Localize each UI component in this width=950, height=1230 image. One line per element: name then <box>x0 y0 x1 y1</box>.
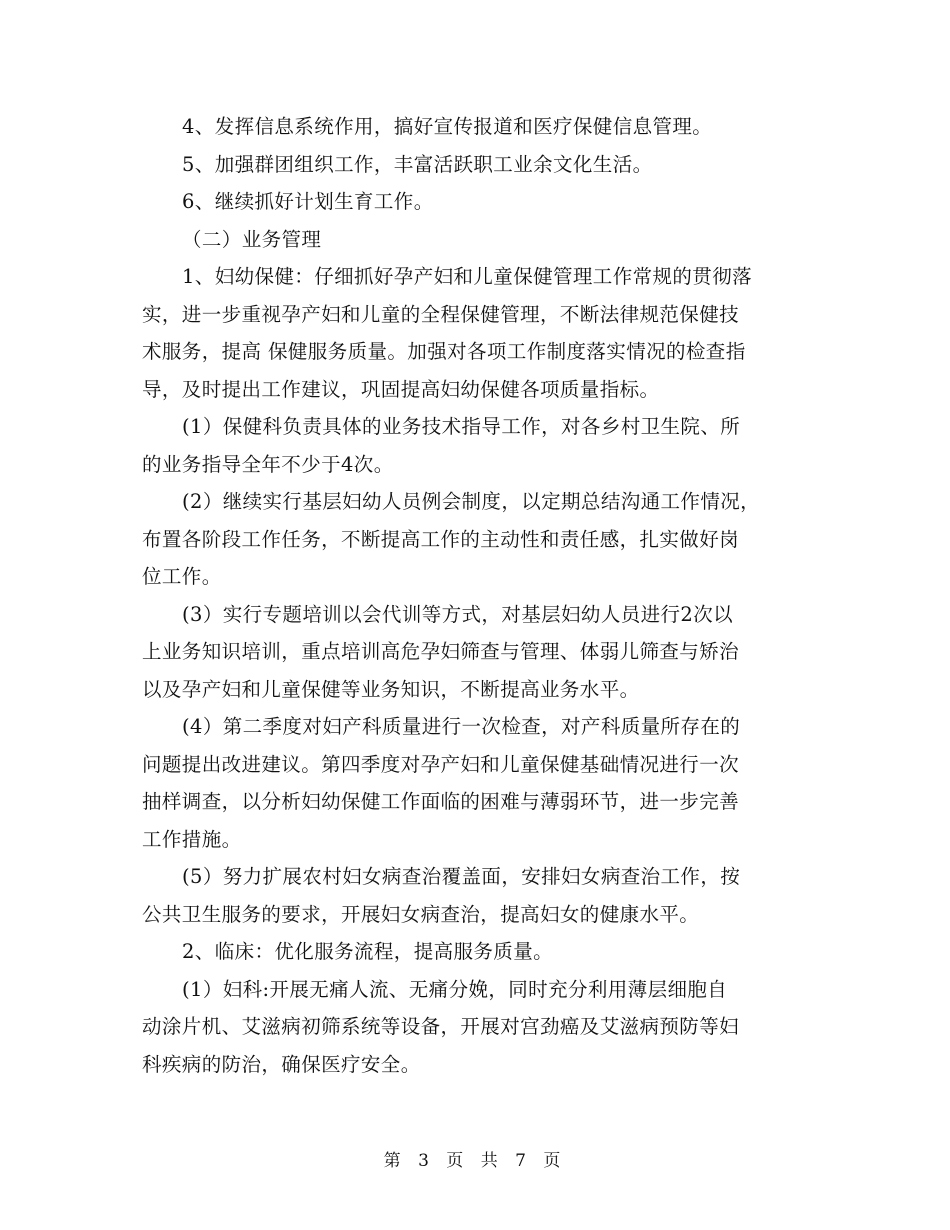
text-line: (2）继续实行基层妇幼人员例会制度，以定期总结沟通工作情况， <box>182 490 761 513</box>
text-line: 位工作。 <box>142 565 222 588</box>
paragraph <box>142 708 812 858</box>
text-line: 6、继续抓好计划生育工作。 <box>182 190 434 213</box>
paragraph <box>142 971 812 1084</box>
section-heading <box>142 221 812 259</box>
text-line: (3）实行专题培训以会代训等方式，对基层妇幼人员进行2次以 <box>182 602 734 626</box>
paragraph <box>142 146 812 184</box>
paragraph <box>142 933 812 971</box>
text-line: 以及孕产妇和儿童保健等业务知识，不断提高业务水平。 <box>142 677 640 701</box>
text-line: 的业务指导全年不少于4次。 <box>142 452 394 476</box>
text-line: 公共卫生服务的要求，开展妇女病查治，提高妇女的健康水平。 <box>142 902 700 926</box>
text-line: 科疾病的防治，确保医疗安全。 <box>142 1052 421 1076</box>
text-line: （二）业务管理 <box>182 227 322 251</box>
text-line: 导，及时提出工作建议，巩固提高妇幼保健各项质量指标。 <box>142 377 660 401</box>
text-line: (1）保健科负责具体的业务技术指导工作，对各乡村卫生院、所 <box>182 415 741 438</box>
text-line: 5、加强群团组织工作，丰富活跃职工业余文化生活。 <box>182 152 653 176</box>
text-line: 布置各阶段工作任务，不断提高工作的主动性和责任感，扎实做好岗 <box>142 527 740 551</box>
text-line: 问题提出改进建议。第四季度对孕产妇和儿童保健基础情况进行一次 <box>142 752 740 776</box>
paragraph <box>142 108 812 146</box>
paragraph <box>142 258 812 408</box>
page-number-footer: 第 3 页 共 7 页 <box>383 1151 567 1171</box>
paragraph <box>142 483 812 596</box>
paragraph <box>142 858 812 933</box>
text-line: (5）努力扩展农村妇女病查治覆盖面，安排妇女病查治工作，按 <box>182 865 741 888</box>
text-line: 上业务知识培训，重点培训高危孕妇筛查与管理、体弱儿筛查与矫治 <box>142 640 740 663</box>
text-line: 术服务，提高 保健服务质量。加强对各项工作制度落实情况的检查指 <box>142 340 746 363</box>
paragraph <box>142 596 812 709</box>
paragraph <box>142 408 812 483</box>
text-line: 工作措施。 <box>142 827 242 851</box>
paragraph <box>142 183 812 221</box>
text-line: 1、妇幼保健：仔细抓好孕产妇和儿童保健管理工作常规的贯彻落 <box>182 265 753 288</box>
text-line: 动涂片机、艾滋病初筛系统等设备，开展对宫劲癌及艾滋病预防等妇 <box>142 1015 740 1038</box>
text-line: 2、临床：优化服务流程，提高服务质量。 <box>182 940 554 963</box>
text-line: 实，进一步重视孕产妇和儿童的全程保健管理，不断法律规范保健技 <box>142 302 740 326</box>
text-line: (4）第二季度对妇产科质量进行一次检查，对产科质量所存在的 <box>182 715 741 738</box>
text-line: (1）妇科:开展无痛人流、无痛分娩，同时充分利用薄层细胞自 <box>182 977 728 1001</box>
text-line: 抽样调查，以分析妇幼保健工作面临的困难与薄弱环节，进一步完善 <box>142 790 740 813</box>
document-body <box>142 108 812 1083</box>
text-line: 4、发挥信息系统作用，搞好宣传报道和医疗保健信息管理。 <box>182 115 713 138</box>
